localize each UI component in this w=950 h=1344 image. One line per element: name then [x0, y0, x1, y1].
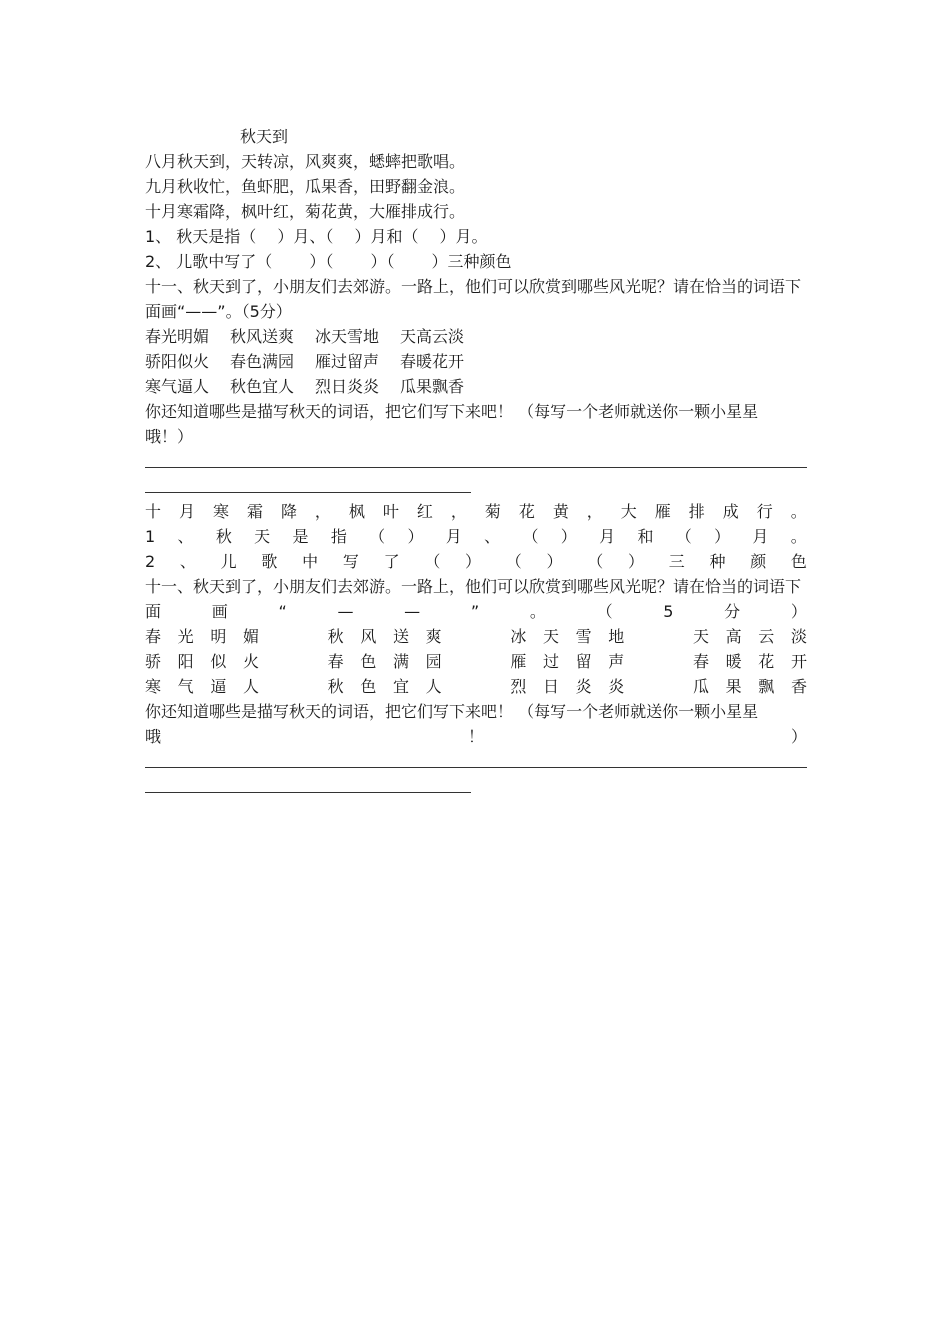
glyph: 地 — [608, 627, 625, 646]
glyph: 日 — [542, 677, 559, 696]
justified-word-row-3 — [145, 674, 807, 699]
glyph: 冰 — [510, 627, 527, 646]
glyph: 了 — [383, 552, 400, 571]
glyph: 似 — [210, 652, 227, 671]
poem-line-2: 九月秋收忙，鱼虾肥，瓜果香，田野翻金浪。 — [145, 177, 466, 196]
glyph: 天 — [542, 627, 559, 646]
glyph: 炎 — [575, 677, 592, 696]
glyph: 写 — [342, 552, 359, 571]
glyph: 过 — [542, 652, 559, 671]
glyph: 人 — [425, 677, 442, 696]
glyph: 花 — [758, 652, 775, 671]
glyph: 香 — [790, 677, 807, 696]
glyph: 歌 — [261, 552, 278, 571]
justified-extra-prompt-line-b — [145, 724, 807, 749]
word — [145, 649, 259, 674]
glyph: 画 — [211, 602, 228, 621]
glyph: ） — [560, 527, 577, 546]
glyph: 1 — [145, 527, 156, 546]
word-row-2 — [145, 349, 807, 374]
poem-title: 秋天到 — [240, 127, 289, 146]
glyph: 阳 — [177, 652, 194, 671]
glyph: 满 — [392, 652, 409, 671]
glyph: 火 — [242, 652, 259, 671]
glyph: 和 — [637, 527, 654, 546]
glyph: （ — [522, 527, 539, 546]
glyph: 留 — [575, 652, 592, 671]
glyph: （ — [596, 602, 613, 621]
glyph: 色 — [360, 652, 377, 671]
glyph: 成 — [722, 502, 739, 521]
glyph: 淡 — [790, 627, 807, 646]
word — [145, 624, 259, 649]
glyph: ） — [407, 527, 424, 546]
glyph: （ — [675, 527, 692, 546]
glyph: 花 — [518, 502, 535, 521]
glyph: 开 — [790, 652, 807, 671]
word: 春光明媚 — [145, 327, 210, 346]
word: 骄阳似火 — [145, 352, 210, 371]
glyph: 春 — [692, 652, 709, 671]
glyph: 寒 — [145, 677, 162, 696]
glyph: 排 — [688, 502, 705, 521]
glyph: 果 — [725, 677, 742, 696]
glyph: 送 — [392, 627, 409, 646]
glyph: 秋 — [327, 677, 344, 696]
answer-line-3 — [145, 767, 807, 768]
glyph: 炎 — [608, 677, 625, 696]
glyph: 逼 — [210, 677, 227, 696]
glyph: 分 — [724, 602, 741, 621]
word — [510, 649, 624, 674]
word — [510, 674, 624, 699]
glyph: 媚 — [242, 627, 259, 646]
justified-question-11-line-a: 十一、秋天到了，小朋友们去郊游。一路上，他们可以欣赏到哪些风光呢？请在恰当的词语下 — [145, 577, 802, 596]
poem-line-3: 十月寒霜降，枫叶红，菊花黄，大雁排成行。 — [145, 202, 466, 221]
glyph: 风 — [360, 627, 377, 646]
glyph: 5 — [663, 602, 674, 621]
glyph: 颜 — [750, 552, 767, 571]
glyph: ） — [627, 552, 644, 571]
glyph: 人 — [242, 677, 259, 696]
glyph: 、 — [179, 552, 196, 571]
glyph: “ — [278, 602, 287, 621]
glyph: 高 — [725, 627, 742, 646]
glyph: — — [337, 602, 354, 621]
glyph: 天 — [254, 527, 271, 546]
word-row-1 — [145, 324, 807, 349]
word: 秋风送爽 — [230, 327, 295, 346]
glyph: ） — [790, 727, 807, 746]
word-row-3 — [145, 374, 807, 399]
glyph: 月 — [752, 527, 769, 546]
glyph: ” — [470, 602, 480, 621]
question-2: 2、 儿歌中写了（ ）（ ）（ ）三种颜色 — [145, 252, 512, 271]
word: 春色满园 — [230, 352, 295, 371]
glyph: 、 — [484, 527, 501, 546]
glyph: 骄 — [145, 652, 162, 671]
glyph: 明 — [210, 627, 227, 646]
glyph: ） — [465, 552, 482, 571]
glyph: 光 — [177, 627, 194, 646]
glyph: 雁 — [654, 502, 671, 521]
glyph: 烈 — [510, 677, 527, 696]
glyph: 。 — [790, 502, 807, 521]
glyph: 云 — [758, 627, 775, 646]
glyph: 秋 — [327, 627, 344, 646]
glyph: 行 — [756, 502, 773, 521]
glyph: 月 — [599, 527, 616, 546]
word — [145, 674, 259, 699]
glyph: 、 — [177, 527, 194, 546]
glyph: 降 — [280, 502, 297, 521]
answer-line-4 — [145, 792, 471, 793]
glyph: （ — [587, 552, 604, 571]
justified-word-row-1 — [145, 624, 807, 649]
glyph: 。 — [790, 527, 807, 546]
glyph: 色 — [360, 677, 377, 696]
glyph: 声 — [608, 652, 625, 671]
word: 寒气逼人 — [145, 377, 210, 396]
poem-line-1: 八月秋天到，天转凉，风爽爽，蟋蟀把歌唱。 — [145, 152, 466, 171]
question-11-line-a: 十一、秋天到了，小朋友们去郊游。一路上，他们可以欣赏到哪些风光呢？请在恰当的词语下 — [145, 277, 802, 296]
glyph: 。 — [529, 602, 546, 621]
glyph: 色 — [790, 552, 807, 571]
glyph: ！ — [467, 727, 484, 746]
glyph: 三 — [668, 552, 685, 571]
glyph: 春 — [145, 627, 162, 646]
question-1: 1、 秋天是指（ ）月、（ ）月和（ ）月。 — [145, 227, 488, 246]
glyph: 菊 — [484, 502, 501, 521]
glyph: 月 — [178, 502, 195, 521]
word — [328, 624, 442, 649]
worksheet-page — [145, 124, 807, 793]
word — [693, 674, 807, 699]
duplicate-section — [145, 499, 807, 793]
glyph: （ — [369, 527, 386, 546]
glyph: ） — [714, 527, 731, 546]
glyph: 2 — [145, 552, 156, 571]
glyph: （ — [424, 552, 441, 571]
word: 雁过留声 — [315, 352, 380, 371]
glyph: — — [404, 602, 421, 621]
glyph: 黄 — [552, 502, 569, 521]
glyph: 宜 — [392, 677, 409, 696]
glyph: ） — [790, 602, 807, 621]
glyph: 叶 — [382, 502, 399, 521]
glyph: 园 — [425, 652, 442, 671]
extra-prompt-line-b: 哦！） — [145, 427, 194, 446]
glyph: 天 — [692, 627, 709, 646]
word — [328, 649, 442, 674]
glyph: 爽 — [425, 627, 442, 646]
glyph: 哦 — [145, 727, 162, 746]
glyph: 霜 — [246, 502, 263, 521]
word: 烈日炎炎 — [315, 377, 380, 396]
word — [693, 624, 807, 649]
glyph: 飘 — [758, 677, 775, 696]
question-11-line-b: 面画“——”。（5分） — [145, 302, 292, 321]
word — [510, 624, 624, 649]
glyph: 十 — [145, 502, 162, 521]
word — [693, 649, 807, 674]
glyph: 指 — [330, 527, 347, 546]
glyph: ） — [546, 552, 563, 571]
answer-line-2 — [145, 492, 471, 493]
glyph: （ — [505, 552, 522, 571]
word: 秋色宜人 — [230, 377, 295, 396]
answer-line-1 — [145, 467, 807, 468]
glyph: 雁 — [510, 652, 527, 671]
glyph: 雪 — [575, 627, 592, 646]
glyph: 中 — [302, 552, 319, 571]
glyph: 面 — [145, 602, 162, 621]
glyph: 春 — [327, 652, 344, 671]
glyph: 儿 — [220, 552, 237, 571]
justified-extra-prompt-line-a: 你还知道哪些是描写秋天的词语，把它们写下来吧！ （每写一个老师就送你一颗小星星 — [145, 702, 759, 721]
glyph: 是 — [292, 527, 309, 546]
word: 天高云淡 — [400, 327, 465, 346]
glyph: 种 — [709, 552, 726, 571]
word — [328, 674, 442, 699]
glyph: 气 — [177, 677, 194, 696]
glyph: ， — [450, 502, 467, 521]
glyph: ， — [586, 502, 603, 521]
glyph: 大 — [620, 502, 637, 521]
glyph: 寒 — [212, 502, 229, 521]
glyph: 暖 — [725, 652, 742, 671]
word: 瓜果飘香 — [400, 377, 465, 396]
glyph: 瓜 — [692, 677, 709, 696]
glyph: 红 — [416, 502, 433, 521]
glyph: 枫 — [348, 502, 365, 521]
glyph: ， — [314, 502, 331, 521]
justified-word-row-2 — [145, 649, 807, 674]
word: 冰天雪地 — [315, 327, 380, 346]
justified-poem-line-3 — [145, 499, 807, 524]
glyph: 秋 — [215, 527, 232, 546]
word: 春暖花开 — [400, 352, 465, 371]
justified-question-1 — [145, 524, 807, 549]
glyph: 月 — [445, 527, 462, 546]
justified-question-11-line-b — [145, 599, 807, 624]
extra-prompt-line-a: 你还知道哪些是描写秋天的词语，把它们写下来吧！ （每写一个老师就送你一颗小星星 — [145, 402, 759, 421]
justified-question-2 — [145, 549, 807, 574]
